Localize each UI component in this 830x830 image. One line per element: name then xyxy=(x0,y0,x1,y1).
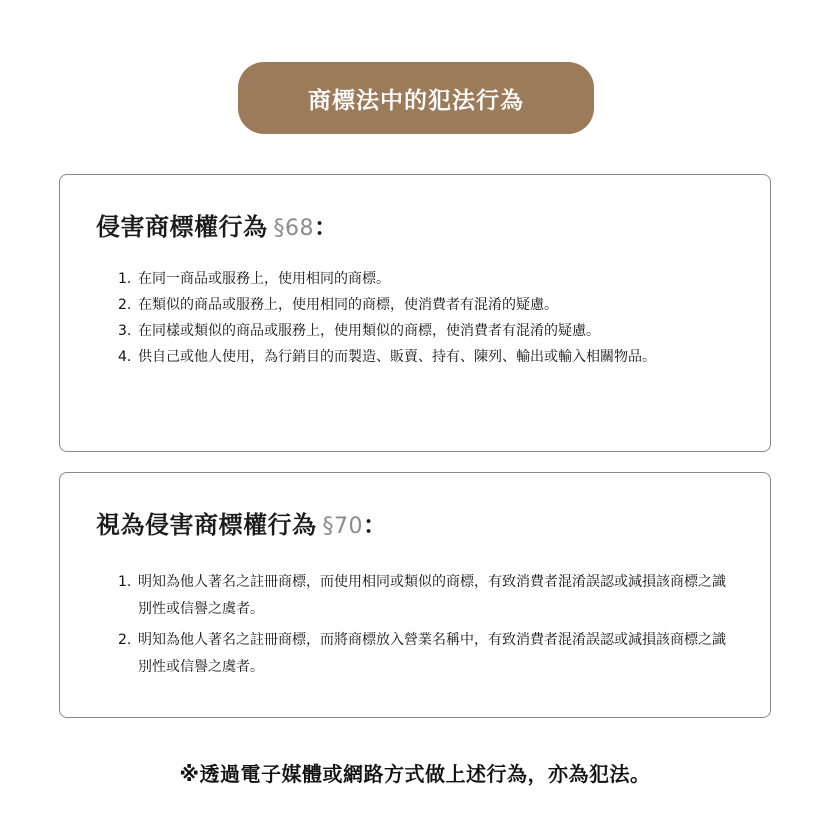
item-number: 2. xyxy=(118,632,132,648)
list-item xyxy=(118,569,738,623)
list-item xyxy=(118,267,768,291)
law-reference: §70 xyxy=(322,514,363,539)
footer-note: ※透過電子媒體或網路方式做上述行為，亦為犯法。 xyxy=(179,762,651,786)
section-heading-text: 視為侵害商標權行為 xyxy=(96,511,317,539)
section-heading xyxy=(96,505,388,540)
law-reference: §68 xyxy=(273,216,314,241)
section-card-deemed-infringement xyxy=(59,472,771,718)
item-text: 明知為他人著名之註冊商標，而將商標放入營業名稱中，有致消費者混淆誤認或減損該商標之識別性或信譽之虞者。 xyxy=(138,632,726,675)
heading-colon: ： xyxy=(363,511,388,539)
section-heading-text: 侵害商標權行為 xyxy=(96,213,268,241)
item-text: 明知為他人著名之註冊商標，而使用相同或類似的商標，有致消費者混淆誤認或減損該商標之識別性或信譽之虞者。 xyxy=(138,574,726,617)
list-item xyxy=(118,293,768,317)
item-number: 3. xyxy=(118,323,132,339)
item-list xyxy=(118,569,738,685)
item-text: 在同一商品或服務上，使用相同的商標。 xyxy=(138,271,390,287)
page-title: 商標法中的犯法行為 xyxy=(238,62,594,134)
item-number: 2. xyxy=(118,297,132,313)
item-number: 1. xyxy=(118,574,132,590)
section-card-infringement xyxy=(59,174,771,452)
list-item xyxy=(118,627,738,681)
list-item xyxy=(118,319,768,343)
item-text: 供自己或他人使用，為行銷目的而製造、販賣、持有、陳列、輸出或輸入相關物品。 xyxy=(138,349,656,365)
heading-colon: ： xyxy=(314,213,339,241)
item-text: 在類似的商品或服務上，使用相同的商標，使消費者有混淆的疑慮。 xyxy=(138,297,558,313)
item-text: 在同樣或類似的商品或服務上，使用類似的商標，使消費者有混淆的疑慮。 xyxy=(138,323,600,339)
list-item xyxy=(118,345,768,369)
section-heading xyxy=(96,207,339,242)
item-number: 4. xyxy=(118,349,132,365)
item-list xyxy=(118,267,768,371)
item-number: 1. xyxy=(118,271,132,287)
